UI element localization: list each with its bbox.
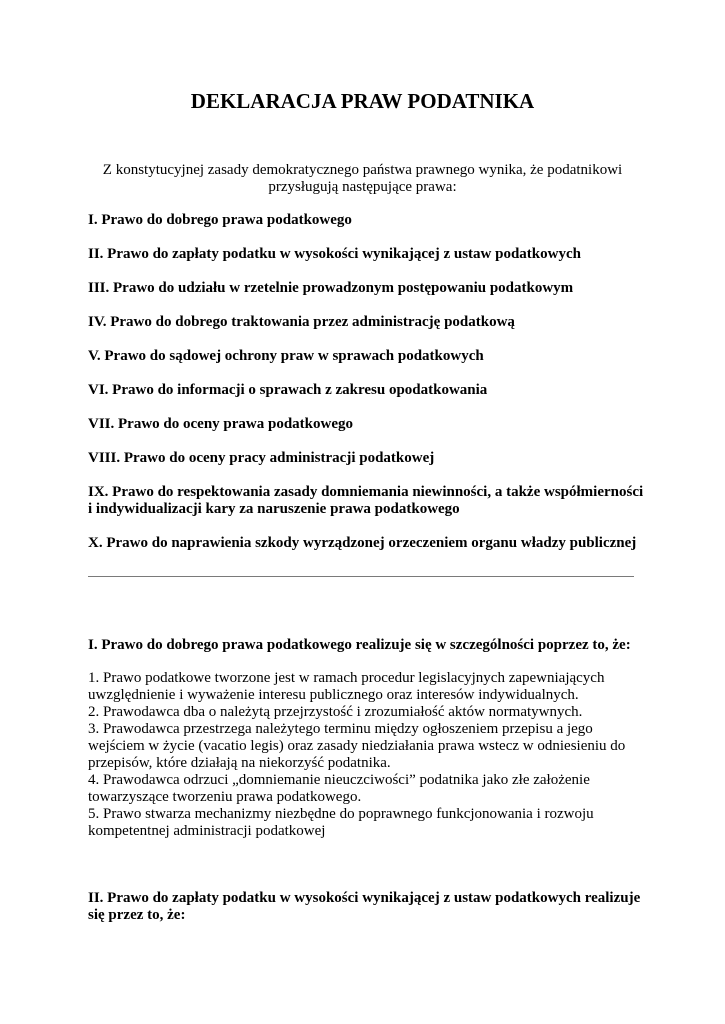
right-item-10: X. Prawo do naprawienia szkody wyrządzonej orzeczeniem organu władzy publicznej — [88, 535, 637, 551]
rights-list — [88, 212, 648, 569]
right-item-4: IV. Prawo do dobrego traktowania przez administrację podatkową — [88, 314, 515, 330]
section-1-points — [88, 670, 648, 840]
right-item-8: VIII. Prawo do oceny pracy administracji podatkowej — [88, 450, 435, 466]
right-item-7: VII. Prawo do oceny prawa podatkowego — [88, 416, 354, 432]
section-1-point-5: 5. Prawo stwarza mechanizmy niezbędne do poprawnego funkcjonowania i rozwoju kompetentnej administracji podatkowej — [88, 806, 594, 839]
section-1-point-3: 3. Prawodawca przestrzega należytego terminu między ogłoszeniem przepisu a jego wejściem w życie (vacatio legis) oraz zasady niedziałania prawa wstecz w odniesieniu do przepisów, które działają na niekorzyść podatnika. — [88, 721, 626, 771]
section-1-point-1: 1. Prawo podatkowe tworzone jest w ramach procedur legislacyjnych zapewniających uwzględnienie i wyważenie interesu publicznego oraz interesów indywidualnych. — [88, 670, 605, 703]
section-2-heading: II. Prawo do zapłaty podatku w wysokości wynikającej z ustaw podatkowych realizuje się przez to, że: — [88, 890, 641, 923]
right-item-1: I. Prawo do dobrego prawa podatkowego — [88, 212, 352, 228]
right-item-9: IX. Prawo do respektowania zasady domniemania niewinności, a także współmierności i indywidualizacji kary za naruszenie prawa podatkowego — [88, 484, 644, 517]
horizontal-separator — [88, 576, 634, 577]
right-item-6: VI. Prawo do informacji o sprawach z zakresu opodatkowania — [88, 382, 488, 398]
section-1-heading: I. Prawo do dobrego prawa podatkowego realizuje się w szczególności poprzez to, że: — [88, 637, 631, 653]
right-item-2: II. Prawo do zapłaty podatku w wysokości wynikającej z ustaw podatkowych — [88, 246, 581, 262]
intro-paragraph: Z konstytucyjnej zasady demokratycznego państwa prawnego wynika, że podatnikowi przysługują następujące prawa: — [102, 162, 623, 195]
document-title: DEKLARACJA PRAW PODATNIKA — [190, 89, 535, 113]
right-item-5: V. Prawo do sądowej ochrony praw w sprawach podatkowych — [88, 348, 484, 364]
section-1-point-2: 2. Prawodawca dba o należytą przejrzystość i zrozumiałość aktów normatywnych. — [88, 704, 583, 720]
right-item-3: III. Prawo do udziału w rzetelnie prowadzonym postępowaniu podatkowym — [88, 280, 574, 296]
section-1-point-4: 4. Prawodawca odrzuci „domniemanie nieuczciwości” podatnika jako złe założenie towarzyszące tworzeniu prawa podatkowego. — [88, 772, 590, 805]
